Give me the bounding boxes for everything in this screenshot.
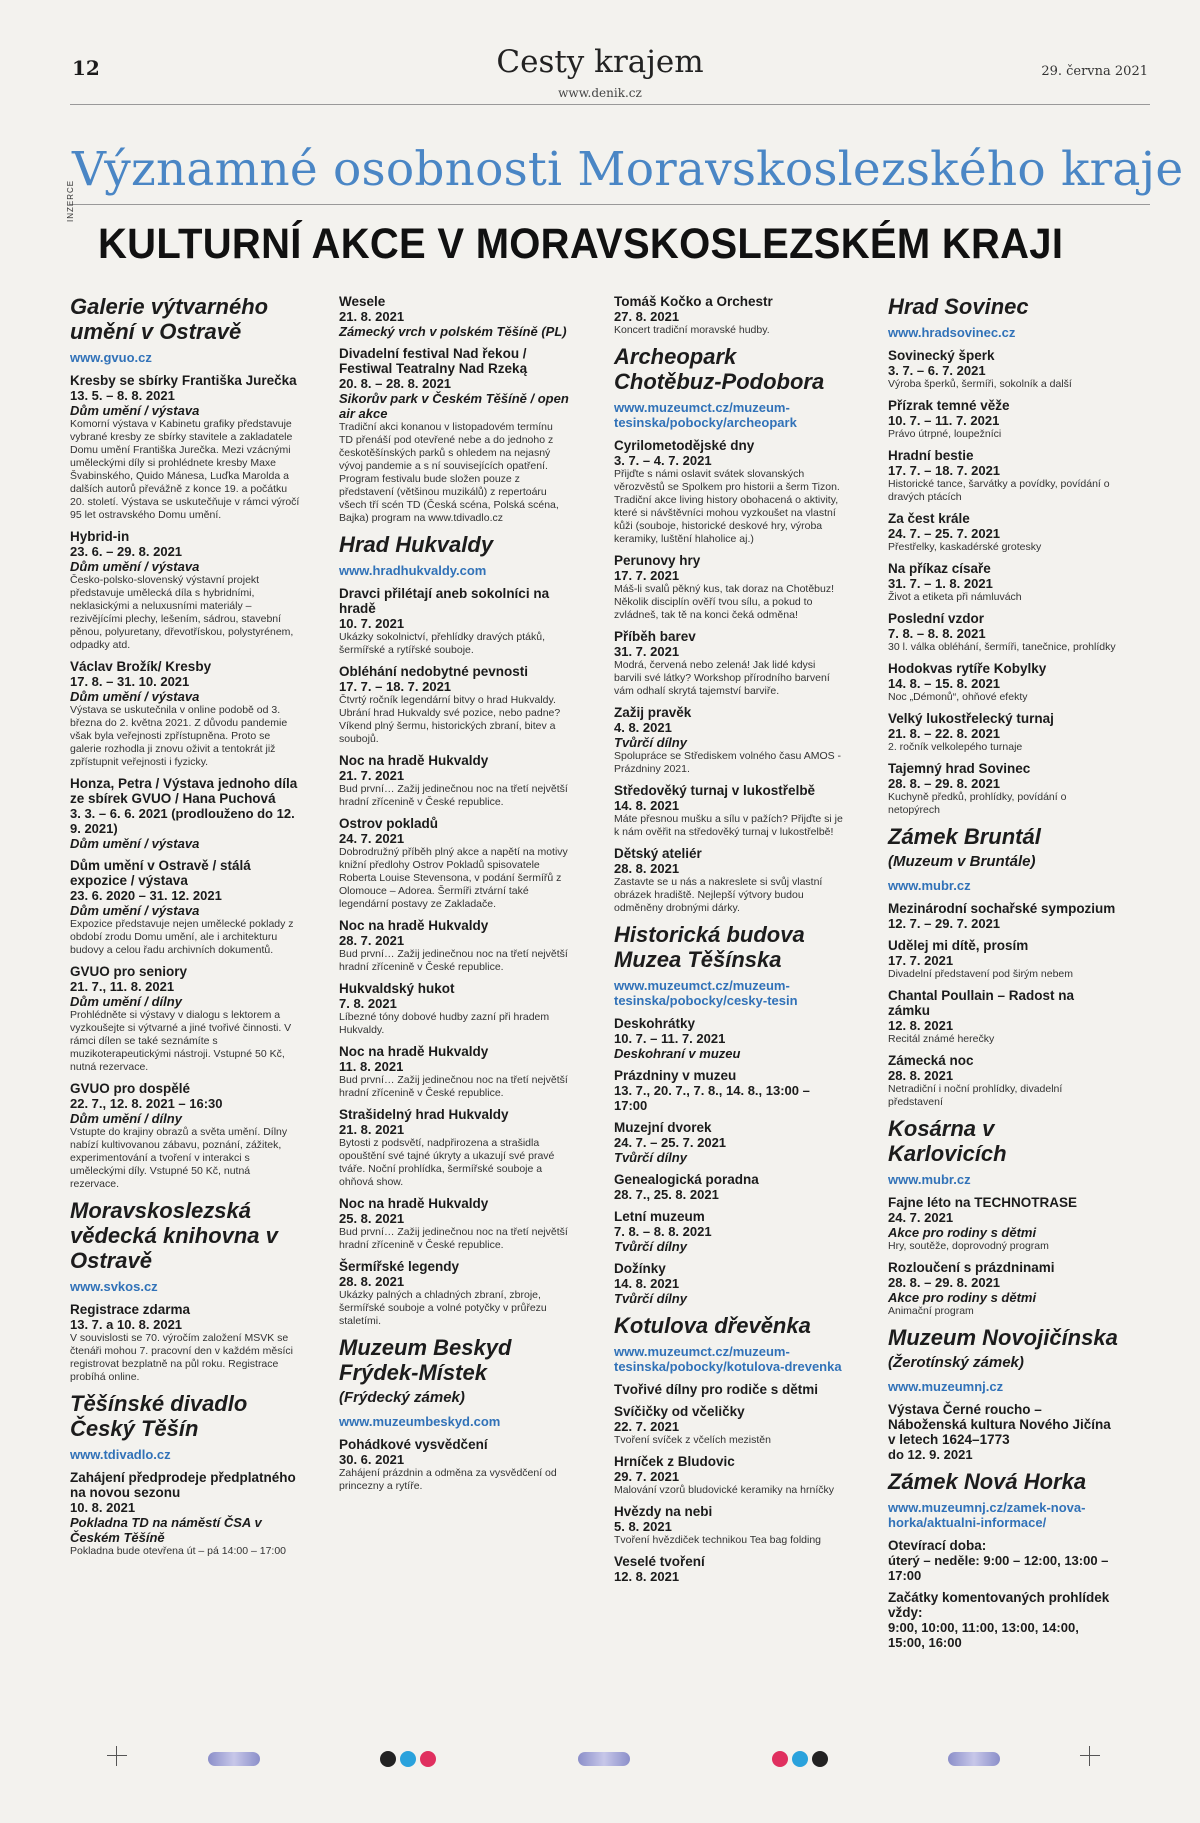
event-item: [614, 294, 844, 337]
event-date: 24. 7. 2021: [888, 1210, 954, 1225]
event-date: 31. 7. – 1. 8. 2021: [888, 576, 993, 591]
event-description: Komorní výstava v Kabinetu grafiky představuje vybrané kresby ze sbírky stavitele a zakladatele Domu umění Františka Jurečka. Mezi vzácnými uměleckými díly si prohlédnete kresby Maxe Švabinského, Quido Mánesa, Luďka Marolda a dalších autorů převážně z konce 19. a počátku 20. století. Výstava se uskutečňuje v rámci výročí 95 let ostravského Domu umění.: [70, 418, 300, 521]
event-title: Dožínky: [614, 1261, 666, 1276]
event-description: Bud první… Zažij jedinečnou noc na třetí největší hradní zřícenině v České republice.: [339, 783, 568, 808]
event-item: [888, 348, 1118, 391]
event-description: Ukázky sokolnictví, přehlídky dravých ptáků, šermířské a rytířské souboje.: [339, 631, 546, 656]
event-title: Hradní bestie: [888, 448, 974, 463]
event-item: [888, 1590, 1118, 1650]
event-description: Prohlédněte si výstavy v dialogu s lektorem a vyzkoušejte si výtvarné a jiné tvořivé činnosti. V rámci dílen se také seznámíte s muzikoterapeutickými nástroji. Vstupné 50 Kč, nutná rezervace.: [70, 1009, 292, 1073]
event-description: Tradiční akci konanou v listopadovém termínu TD přenáší pod otevřené nebe a do jednoho z českotěšínských parků s ohledem na nejasný vývoj pandemie a s ní souvisejících opatření. Program festivalu bude složen pouze z představení (většinou muzikálů) z repertoáru všech tří scén TD (Česká scéna, Polská scéna, Bajka) program na www.tdivadlo.cz: [339, 421, 559, 524]
section-title: Kosárna v Karlovicích: [888, 1116, 1007, 1166]
event-description: Zastavte se u nás a nakreslete si svůj vlastní obrázek hradiště. Nejlepší výtvory budou odměněny drobnými dárky.: [614, 876, 823, 914]
event-date: 21. 7. 2021: [339, 768, 405, 783]
event-item: [614, 1261, 844, 1306]
event-item: [70, 776, 300, 851]
event-item: [888, 1195, 1118, 1253]
event-title: Noc na hradě Hukvaldy: [339, 1044, 489, 1059]
event-item: [614, 1554, 844, 1584]
event-item: [339, 664, 569, 746]
event-description: Noc „Démonů“, ohňové efekty: [888, 691, 1028, 703]
crosshair-icon: [1080, 1746, 1100, 1766]
section-title: Zámek Nová Horka: [888, 1469, 1087, 1494]
event-item: [70, 373, 300, 522]
event-description: Život a etiketa při námluvách: [888, 591, 1022, 603]
event-venue: Tvůrčí dílny: [614, 1291, 687, 1306]
section-url-link[interactable]: www.hradsovinec.cz: [888, 325, 1016, 340]
color-bar-icon: [948, 1752, 1000, 1766]
event-item: [888, 511, 1118, 554]
event-description: Pokladna bude otevřena út – pá 14:00 – 17:00: [70, 1545, 287, 1557]
event-date: 9:00, 10:00, 11:00, 13:00, 14:00, 15:00, 16:00: [888, 1620, 1079, 1650]
event-description: Modrá, červená nebo zelená! Jak lidé kdysi barvili své látky? Workshop přírodního barvení vám odhalí skrytá tajemství barviře.: [614, 659, 830, 697]
event-date: do 12. 9. 2021: [888, 1447, 973, 1462]
ad-marker: INZERCE: [66, 179, 75, 222]
event-description: Líbezné tóny dobové hudby zazní při hradem Hukvaldy.: [339, 1011, 550, 1036]
event-title: Letní muzeum: [614, 1209, 705, 1224]
event-item: [70, 1081, 300, 1191]
event-item: [339, 816, 569, 911]
event-title: Hukvaldský hukot: [339, 981, 455, 996]
event-item: [339, 918, 569, 974]
event-item: [70, 529, 300, 652]
event-date: 17. 7. – 18. 7. 2021: [888, 463, 1001, 478]
event-venue: Dům umění / výstava: [70, 903, 200, 918]
event-title: Zámecká noc: [888, 1053, 974, 1068]
event-item: [888, 661, 1118, 704]
event-date: 24. 7. 2021: [339, 831, 405, 846]
event-item: [614, 438, 844, 546]
section-title: Kotulova dřevěnka: [614, 1313, 811, 1338]
section-title: Historická budova Muzea Těšínska: [614, 922, 805, 972]
color-bar-icon: [208, 1752, 260, 1766]
event-venue: Zámecký vrch v polském Těšíně (PL): [339, 324, 567, 339]
event-title: Příběh barev: [614, 629, 696, 644]
event-title: Obléhání nedobytné pevnosti: [339, 664, 529, 679]
event-item: [614, 1382, 844, 1397]
section-subtitle: (Muzeum v Bruntále): [888, 853, 1036, 870]
black-dot-icon: [812, 1751, 828, 1767]
event-item: [888, 938, 1118, 981]
event-date: 13. 7., 20. 7., 7. 8., 14. 8., 13:00 – 17:00: [614, 1083, 810, 1113]
column-2: [339, 294, 569, 1500]
event-item: [888, 611, 1118, 654]
event-date: 23. 6. – 29. 8. 2021: [70, 544, 183, 559]
event-item: [888, 1402, 1118, 1462]
event-date: 3. 3. – 6. 6. 2021 (prodlouženo do 12. 9. 2021): [70, 806, 295, 836]
event-item: [339, 1437, 569, 1493]
event-date: 14. 8. – 15. 8. 2021: [888, 676, 1001, 691]
event-title: Dětský ateliér: [614, 846, 702, 861]
event-item: [614, 1068, 844, 1113]
section-url-link[interactable]: www.muzeumbeskyd.com: [339, 1414, 501, 1429]
event-venue: Sikorův park v Českém Těšíně / open air akce: [339, 391, 569, 421]
event-date: 4. 8. 2021: [614, 720, 672, 735]
event-date: 23. 6. 2020 – 31. 12. 2021: [70, 888, 222, 903]
magenta-dot-icon: [420, 1751, 436, 1767]
event-venue: Dům umění / výstava: [70, 689, 200, 704]
event-item: [614, 1172, 844, 1202]
cyan-dot-icon: [792, 1751, 808, 1767]
event-date: 21. 8. 2021: [339, 309, 405, 324]
section-subtitle: (Žerotínský zámek): [888, 1354, 1024, 1371]
event-date: 24. 7. – 25. 7. 2021: [888, 526, 1001, 541]
section-title: Archeopark Chotěbuz-Podobora: [614, 344, 825, 394]
event-item: [339, 753, 569, 809]
event-item: [614, 846, 844, 915]
event-venue: Tvůrčí dílny: [614, 1239, 687, 1254]
event-description: Máte přesnou mušku a sílu v pažích? Přijďte si je k nám ověřit na středověký turnaj v lukostřelbě!: [614, 813, 843, 838]
event-title: Kresby se sbírky Františka Jurečka: [70, 373, 297, 388]
issue-date: 29. června 2021: [1041, 64, 1148, 79]
event-item: [614, 553, 844, 622]
event-item: [339, 1196, 569, 1252]
event-item: [614, 1454, 844, 1497]
event-item: [339, 294, 569, 339]
event-title: Zahájení předprodeje předplatného na novou sezonu: [70, 1470, 296, 1500]
event-venue: Tvůrčí dílny: [614, 1150, 687, 1165]
event-description: Dobrodružný příběh plný akce a napětí na motivy knižní předlohy Ostrov Pokladů spisovatele Roberta Louise Stevensona, v podání šermířů z Olomouce – Adorea. Šermíři ztvární také legendární postavy ze Zakladače.: [339, 846, 568, 910]
section-url-link[interactable]: www.svkos.cz: [70, 1279, 158, 1294]
section-title: Zámek Bruntál: [888, 824, 1041, 849]
event-title: Václav Brožík/ Kresby: [70, 659, 212, 674]
event-description: Historické tance, šarvátky a povídky, povídání o dravých ptácích: [888, 478, 1110, 503]
event-date: 28. 8. 2021: [888, 1068, 954, 1083]
event-title: Poslední vzdor: [888, 611, 985, 626]
event-venue: Akce pro rodiny s dětmi: [888, 1225, 1037, 1240]
event-date: 27. 8. 2021: [614, 309, 680, 324]
event-title: Muzejní dvorek: [614, 1120, 712, 1135]
event-description: Bud první… Zažij jedinečnou noc na třetí největší hradní zřícenině v České republice.: [339, 948, 568, 973]
event-item: [339, 346, 569, 525]
event-title: Noc na hradě Hukvaldy: [339, 1196, 489, 1211]
event-title: Noc na hradě Hukvaldy: [339, 918, 489, 933]
event-title: Otevírací doba:: [888, 1538, 987, 1553]
event-description: Tvoření hvězdiček technikou Tea bag folding: [614, 1534, 822, 1546]
event-description: Zahájení prázdnin a odměna za vysvědčení od princezny a rytíře.: [339, 1467, 557, 1492]
event-item: [888, 761, 1118, 817]
event-title: Registrace zdarma: [70, 1302, 191, 1317]
event-item: [70, 858, 300, 957]
event-date: 17. 7. 2021: [614, 568, 680, 583]
event-item: [70, 1302, 300, 1384]
event-venue: Dům umění / dílny: [70, 1111, 182, 1126]
event-description: Kuchyně předků, prohlídky, povídání o netopýrech: [888, 791, 1067, 816]
event-item: [888, 1260, 1118, 1318]
event-title: Pohádkové vysvědčení: [339, 1437, 488, 1452]
event-title: Přízrak temné věže: [888, 398, 1010, 413]
event-date: 13. 7. a 10. 8. 2021: [70, 1317, 183, 1332]
event-venue: Pokladna TD na náměstí ČSA v Českém Těšíně: [70, 1515, 262, 1545]
event-description: 2. ročník velkolepého turnaje: [888, 741, 1023, 753]
page-number: 12: [72, 56, 100, 80]
event-item: [888, 1538, 1118, 1583]
event-item: [339, 1044, 569, 1100]
event-date: 7. 8. – 8. 8. 2021: [888, 626, 986, 641]
event-description: Bud první… Zažij jedinečnou noc na třetí největší hradní zřícenině v České republice.: [339, 1226, 568, 1251]
event-date: 10. 7. 2021: [339, 616, 405, 631]
event-venue: Dům umění / výstava: [70, 836, 200, 851]
event-title: Mezinárodní sochařské sympozium: [888, 901, 1116, 916]
event-title: Velký lukostřelecký turnaj: [888, 711, 1054, 726]
event-title: Hvězdy na nebi: [614, 1504, 713, 1519]
event-date: 17. 7. – 18. 7. 2021: [339, 679, 452, 694]
print-registration-marks: [0, 1740, 1200, 1780]
event-description: Hry, soutěže, doprovodný program: [888, 1240, 1049, 1252]
event-item: [339, 1107, 569, 1189]
event-description: Právo útrpné, loupežníci: [888, 428, 1002, 440]
event-date: 25. 8. 2021: [339, 1211, 405, 1226]
event-item: [614, 783, 844, 839]
section-url-link[interactable]: www.hradhukvaldy.com: [339, 563, 487, 578]
event-item: [70, 1470, 300, 1558]
event-title: Ostrov pokladů: [339, 816, 439, 831]
event-venue: Akce pro rodiny s dětmi: [888, 1290, 1037, 1305]
event-date: 10. 7. – 11. 7. 2021: [614, 1031, 726, 1046]
event-description: Spolupráce se Střediskem volného času AMOS - Prázdniny 2021.: [614, 750, 842, 775]
event-date: 24. 7. – 25. 7. 2021: [614, 1135, 727, 1150]
section-url-link[interactable]: www.gvuo.cz: [70, 350, 152, 365]
event-date: 3. 7. – 6. 7. 2021: [888, 363, 986, 378]
cyan-dot-icon: [400, 1751, 416, 1767]
section-title: Moravskoslezská vědecká knihovna v Ostravě: [70, 1198, 278, 1273]
event-date: 13. 5. – 8. 8. 2021: [70, 388, 175, 403]
event-date: 12. 8. 2021: [888, 1018, 954, 1033]
event-description: Divadelní představení pod širým nebem: [888, 968, 1074, 980]
event-item: [888, 561, 1118, 604]
event-title: Chantal Poullain – Radost na zámku: [888, 988, 1075, 1018]
event-date: 17. 7. 2021: [888, 953, 954, 968]
section-url-link[interactable]: www.mubr.cz: [888, 878, 971, 893]
event-description: V souvislosti se 70. výročím založení MSVK se čtenáři mohou 7. pracovní den v každém měsíci registrovat bezplatně na půl roku. Registrace probíhá online.: [70, 1332, 293, 1383]
event-item: [888, 398, 1118, 441]
event-venue: Dům umění / výstava: [70, 403, 200, 418]
event-title: Udělej mi dítě, prosím: [888, 938, 1029, 953]
event-title: Dům umění v Ostravě / stálá expozice / výstava: [70, 858, 251, 888]
event-title: Veselé tvoření: [614, 1554, 705, 1569]
event-description: Výroba šperků, šermíři, sokolník a další: [888, 378, 1072, 390]
section-url-link[interactable]: www.muzeumnj.cz: [888, 1379, 1004, 1394]
event-item: [888, 901, 1118, 931]
event-description: Malování vzorů bludovické keramiky na hrníčky: [614, 1484, 835, 1496]
event-description: Česko-polsko-slovenský výstavní projekt představuje umělecká díla s hybridními, neklasickými a neluxusními materiály – rezivějícími plechy, lešením, sádrou, stavební pěnou, polyuretany, dřevotřískou, polystyrénem, odpadky atd.: [70, 574, 294, 651]
event-title: Tajemný hrad Sovinec: [888, 761, 1031, 776]
event-title: GVUO pro seniory: [70, 964, 188, 979]
section-url-link[interactable]: www.mubr.cz: [888, 1172, 971, 1187]
event-title: Divadelní festival Nad řekou / Festiwal Teatralny Nad Rzeką: [339, 346, 528, 376]
event-description: Přijďte s námi oslavit svátek slovanských věrozvěstů se Spolkem pro historii a šerm Tizon. Tradiční akce living history obohacená o aktivity, které si návštěvníci mohou vyzkoušet na vlastní kůži (souboje, historické deskové hry, výroba keramiky, luštění hlaholice aj.): [614, 468, 840, 545]
event-date: 28. 8. 2021: [339, 1274, 405, 1289]
event-title: Dravci přilétají aneb sokolníci na hradě: [339, 586, 550, 616]
event-date: 22. 7., 12. 8. 2021 – 16:30: [70, 1096, 223, 1111]
event-date: 5. 8. 2021: [614, 1519, 672, 1534]
event-date: 28. 8. – 29. 8. 2021: [888, 776, 1001, 791]
event-date: 11. 8. 2021: [339, 1059, 404, 1074]
event-description: Bytosti z podsvětí, nadpřirozena a strašidla opouštění své tajné úkryty a ukazují své pravé tváře. Noční prohlídka, šermířské souboje a ohňová show.: [339, 1137, 555, 1188]
event-item: [339, 1259, 569, 1328]
event-description: Čtvrtý ročník legendární bitvy o hrad Hukvaldy. Ubrání hrad Hukvaldy své pozice, nebo padne? Víkend plný šermu, historických zbraní, bitev a soubojů.: [339, 694, 561, 745]
headline-divider: [70, 204, 1150, 205]
event-title: Na příkaz císaře: [888, 561, 991, 576]
event-description: Přestřelky, kaskadérské grotesky: [888, 541, 1042, 553]
event-date: 20. 8. – 28. 8. 2021: [339, 376, 452, 391]
event-date: 29. 7. 2021: [614, 1469, 680, 1484]
event-item: [70, 964, 300, 1074]
event-title: Deskohrátky: [614, 1016, 696, 1031]
event-title: Genealogická poradna: [614, 1172, 759, 1187]
column-3: [614, 294, 844, 1591]
section-url-link[interactable]: www.muzeumnj.cz/zamek-nova-horka/aktualni-informace/: [888, 1500, 1086, 1530]
event-date: 28. 8. – 29. 8. 2021: [888, 1275, 1001, 1290]
masthead-url[interactable]: www.denik.cz: [558, 86, 642, 100]
event-title: Rozloučení s prázdninami: [888, 1260, 1055, 1275]
event-title: Hrníček z Bludovic: [614, 1454, 735, 1469]
magenta-dot-icon: [772, 1751, 788, 1767]
event-date: 30. 6. 2021: [339, 1452, 405, 1467]
event-item: [614, 1209, 844, 1254]
event-title: Za čest krále: [888, 511, 970, 526]
masthead: Cesty krajem: [496, 44, 704, 80]
event-title: Strašidelný hrad Hukvaldy: [339, 1107, 509, 1122]
event-date: 7. 8. – 8. 8. 2021: [614, 1224, 712, 1239]
event-title: Hybrid-in: [70, 529, 130, 544]
section-title: Těšínské divadlo Český Těšín: [70, 1391, 248, 1441]
event-item: [888, 448, 1118, 504]
event-date: 21. 7., 11. 8. 2021: [70, 979, 175, 994]
color-bar-icon: [578, 1752, 630, 1766]
event-title: Středověký turnaj v lukostřelbě: [614, 783, 816, 798]
event-date: 17. 8. – 31. 10. 2021: [70, 674, 190, 689]
page-header: [0, 0, 1200, 120]
event-date: 28. 7. 2021: [339, 933, 405, 948]
event-item: [614, 1120, 844, 1165]
header-divider: [70, 104, 1150, 105]
event-description: Netradiční i noční prohlídky, divadelní představení: [888, 1083, 1063, 1108]
event-item: [339, 981, 569, 1037]
section-title: Hrad Sovinec: [888, 294, 1029, 319]
event-description: Bud první… Zažij jedinečnou noc na třetí největší hradní zřícenině v České republice.: [339, 1074, 568, 1099]
section-url-link[interactable]: www.tdivadlo.cz: [70, 1447, 171, 1462]
event-date: 28. 8. 2021: [614, 861, 680, 876]
event-description: 30 l. válka obléhání, šermíři, tanečnice, prohlídky: [888, 641, 1116, 653]
event-title: Šermířské legendy: [339, 1259, 460, 1274]
event-title: GVUO pro dospělé: [70, 1081, 191, 1096]
event-item: [888, 988, 1118, 1046]
event-description: Výstava se uskutečnila v online podobě od 3. března do 2. května 2021. Z důvodu pandemie však byla veřejnosti zpřístupněna. Proto se galerie rozhodla ji znovu oživit a tentokrát již zpřístupnit veřejnosti i fyzicky.: [70, 704, 288, 768]
event-description: Animační program: [888, 1305, 974, 1317]
event-date: 10. 7. – 11. 7. 2021: [888, 413, 1000, 428]
black-dot-icon: [380, 1751, 396, 1767]
event-title: Fajne léto na TECHNOTRASE: [888, 1195, 1078, 1210]
event-description: Expozice představuje nejen umělecké poklady z období zrodu Domu umění, ale i architekturu budovy a celou řadu archivních dokumentů.: [70, 918, 294, 956]
section-title: Muzeum Beskyd Frýdek-Místek: [339, 1335, 512, 1385]
crosshair-icon: [107, 1746, 127, 1766]
event-description: Vstupte do krajiny obrazů a světa umění. Dílny nabízí kultivovanou zábavu, poznání, zážitek, experimentování a tvoření v interakci s uměleckými díly. Vstupné 50 Kč, nutná rezervace.: [70, 1126, 288, 1190]
event-title: Svíčičky od včeličky: [614, 1404, 745, 1419]
event-item: [339, 586, 569, 657]
event-description: Koncert tradiční moravské hudby.: [614, 324, 770, 336]
event-date: 12. 8. 2021: [614, 1569, 680, 1584]
event-item: [614, 705, 844, 776]
event-venue: Dům umění / výstava: [70, 559, 200, 574]
section-subtitle: (Frýdecký zámek): [339, 1389, 465, 1406]
event-title: Prázdniny v muzeu: [614, 1068, 737, 1083]
section-title: Hrad Hukvaldy: [339, 532, 494, 557]
event-description: Tvoření svíček z včelích mezistěn: [614, 1434, 771, 1446]
event-description: Máš-li svalů pěkný kus, tak doraz na Chotěbuz! Několik disciplín ověří tvou sílu, a pokud to zvládneš, tak tě na konci čeká odměna!: [614, 583, 835, 621]
section-url-link[interactable]: www.muzeumct.cz/muzeum-tesinska/pobocky/kotulova-drevenka: [614, 1344, 842, 1374]
event-date: 31. 7. 2021: [614, 644, 680, 659]
event-item: [888, 711, 1118, 754]
section-title: Galerie výtvarného umění v Ostravě: [70, 294, 269, 344]
event-title: Hodokvas rytíře Kobylky: [888, 661, 1047, 676]
event-item: [614, 1016, 844, 1061]
event-date: 21. 8. – 22. 8. 2021: [888, 726, 1001, 741]
event-date: 14. 8. 2021: [614, 1276, 680, 1291]
event-date: 12. 7. – 29. 7. 2021: [888, 916, 1001, 931]
page-headline: Významné osobnosti Moravskoslezského kraje: [72, 142, 1184, 197]
event-item: [70, 659, 300, 769]
section-banner: KULTURNÍ AKCE V MORAVSKOSLEZSKÉM KRAJI: [98, 220, 1064, 268]
event-date: 7. 8. 2021: [339, 996, 397, 1011]
event-item: [614, 629, 844, 698]
section-url-link[interactable]: www.muzeumct.cz/muzeum-tesinska/pobocky/archeopark: [614, 400, 797, 430]
event-venue: Dům umění / dílny: [70, 994, 182, 1009]
event-title: Zažij pravěk: [614, 705, 692, 720]
event-date: 22. 7. 2021: [614, 1419, 680, 1434]
event-title: Honza, Petra / Výstava jednoho díla ze sbírek GVUO / Hana Puchová: [70, 776, 298, 806]
event-title: Tomáš Kočko a Orchestr: [614, 294, 773, 309]
event-title: Wesele: [339, 294, 386, 309]
event-venue: Deskohraní v muzeu: [614, 1046, 741, 1061]
event-description: Ukázky palných a chladných zbraní, zbroje, šermířské souboje a volné potyčky v průřezu staletími.: [339, 1289, 547, 1327]
event-date: 10. 8. 2021: [70, 1500, 136, 1515]
event-item: [888, 1053, 1118, 1109]
event-venue: Tvůrčí dílny: [614, 735, 687, 750]
section-url-link[interactable]: www.muzeumct.cz/muzeum-tesinska/pobocky/cesky-tesin: [614, 978, 798, 1008]
event-item: [614, 1504, 844, 1547]
event-title: Cyrilometodějské dny: [614, 438, 755, 453]
event-title: Začátky komentovaných prohlídek vždy:: [888, 1590, 1110, 1620]
column-1: [70, 294, 300, 1565]
event-title: Noc na hradě Hukvaldy: [339, 753, 489, 768]
event-date: 21. 8. 2021: [339, 1122, 405, 1137]
event-date: 3. 7. – 4. 7. 2021: [614, 453, 712, 468]
event-title: Tvořivé dílny pro rodiče s dětmi: [614, 1382, 819, 1397]
event-title: Perunovy hry: [614, 553, 701, 568]
column-4: [888, 294, 1118, 1657]
event-date: 14. 8. 2021: [614, 798, 680, 813]
section-title: Muzeum Novojičínska: [888, 1325, 1118, 1350]
event-title: Výstava Černé roucho – Náboženská kultura Nového Jičína v letech 1624–1773: [888, 1402, 1111, 1447]
event-item: [614, 1404, 844, 1447]
event-date: úterý – neděle: 9:00 – 12:00, 13:00 – 17:00: [888, 1553, 1109, 1583]
event-description: Recitál známé herečky: [888, 1033, 995, 1045]
event-title: Sovinecký šperk: [888, 348, 995, 363]
event-date: 28. 7., 25. 8. 2021: [614, 1187, 719, 1202]
